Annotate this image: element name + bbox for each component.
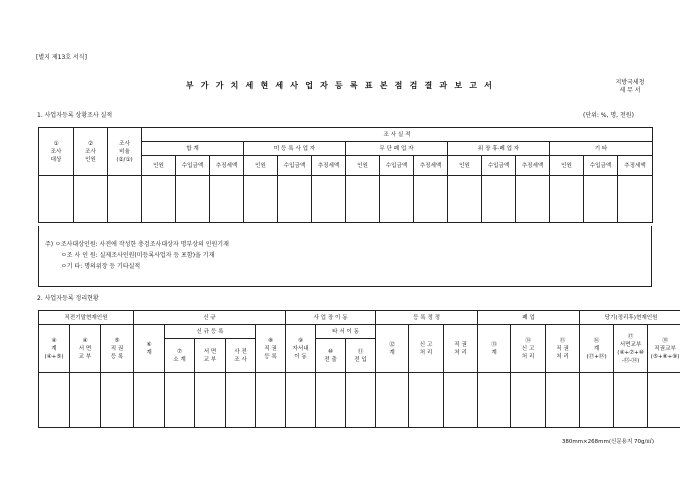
data-cell[interactable] bbox=[70, 373, 101, 428]
data-cell[interactable] bbox=[278, 176, 312, 223]
col-correction-total: ⑫ 계 bbox=[376, 325, 409, 373]
data-cell[interactable] bbox=[286, 373, 316, 428]
col-survey-staff: ② 조사 인원 bbox=[74, 128, 108, 176]
data-cell[interactable] bbox=[448, 176, 482, 223]
col-new-subtotal: ⑦ 소 계 bbox=[165, 339, 195, 373]
subgroup-disguised-closure: 위 장 휴·폐 업 자 bbox=[448, 142, 550, 156]
col-correction-report: 신 고 처 리 bbox=[409, 325, 444, 373]
col-current-staff: ⑱ 직권교부 (⑤+⑧+⑨) bbox=[648, 325, 680, 373]
subcol-tax: 추징세액 bbox=[210, 156, 244, 176]
unit-label: (단위: %, 명, 천원) bbox=[583, 112, 634, 119]
data-cell[interactable] bbox=[195, 373, 226, 428]
header-external-move: 타 서 이 동 bbox=[316, 325, 376, 339]
col-staff-registered: ⑤ 직 권 등 록 bbox=[101, 325, 134, 373]
data-cell[interactable] bbox=[108, 176, 142, 223]
col-doc-issued: ④ 서 면 교 부 bbox=[70, 325, 101, 373]
note-line: ㅇ조 사 인 원: 실제조사인원(미등록사업자 등 포함)을 기재 bbox=[61, 252, 215, 259]
data-cell[interactable] bbox=[346, 176, 380, 223]
col-new-pre-survey: 사 전 조 사 bbox=[226, 339, 256, 373]
tax-office: 세 무 서 bbox=[619, 87, 641, 94]
notes bbox=[45, 239, 229, 272]
data-cell[interactable] bbox=[409, 373, 444, 428]
subcol-count: 인원 bbox=[448, 156, 482, 176]
data-cell[interactable] bbox=[176, 176, 210, 223]
note-line: 주) ㅇ조사대상인원: 사전에 작성한 충검조사대상자 명부상의 인원기재 bbox=[45, 241, 229, 248]
data-cell[interactable] bbox=[478, 373, 511, 428]
issuing-office bbox=[608, 79, 652, 95]
subcol-count: 인원 bbox=[244, 156, 278, 176]
subgroup-total: 합 계 bbox=[142, 142, 244, 156]
data-cell[interactable] bbox=[584, 176, 618, 223]
subcol-count: 인원 bbox=[346, 156, 380, 176]
subcol-revenue: 수입금액 bbox=[482, 156, 516, 176]
data-cell[interactable] bbox=[380, 176, 414, 223]
data-cell[interactable] bbox=[101, 373, 134, 428]
data-cell[interactable] bbox=[648, 373, 680, 428]
header-new-registration: 신 규 등 록 bbox=[165, 325, 256, 339]
data-cell[interactable] bbox=[39, 373, 70, 428]
data-cell[interactable] bbox=[39, 176, 74, 223]
col-closure-staff: ⑮ 직 권 처 리 bbox=[546, 325, 580, 373]
form-number: [별지 제13호 서식] bbox=[36, 54, 87, 61]
col-closure-report: ⑭ 신 고 처 리 bbox=[511, 325, 546, 373]
data-cell[interactable] bbox=[346, 373, 376, 428]
data-cell[interactable] bbox=[482, 176, 516, 223]
document-title: 부 가 가 치 세 현 세 사 업 자 등 록 표 본 점 검 결 과 보 고 서 bbox=[185, 81, 495, 90]
note-line: ㅇ기 타: 명의위장 등 기타실적 bbox=[61, 263, 141, 270]
data-cell[interactable] bbox=[580, 373, 614, 428]
inspection-results-table bbox=[38, 127, 653, 223]
data-cell[interactable] bbox=[444, 373, 478, 428]
col-new-total: ⑥ 계 bbox=[134, 325, 165, 373]
subgroup-other: 기 타 bbox=[550, 142, 653, 156]
subcol-count: 인원 bbox=[142, 156, 176, 176]
subcol-revenue: 수입금액 bbox=[176, 156, 210, 176]
subcol-count: 인원 bbox=[550, 156, 584, 176]
col-survey-ratio: 조사 비율 (②/①) bbox=[108, 128, 142, 176]
col-move-in: ⑪ 전 입 bbox=[346, 339, 376, 373]
data-cell[interactable] bbox=[414, 176, 448, 223]
col-closure-total: ⑬ 계 bbox=[478, 325, 511, 373]
header-closure: 폐 업 bbox=[478, 311, 580, 325]
data-cell[interactable] bbox=[226, 373, 256, 428]
data-cell[interactable] bbox=[316, 373, 346, 428]
col-total-prior: ④ 계 (④+⑤) bbox=[39, 325, 70, 373]
subcol-tax: 추징세액 bbox=[414, 156, 448, 176]
data-cell[interactable] bbox=[550, 176, 584, 223]
header-new: 신 규 bbox=[134, 311, 286, 325]
data-cell[interactable] bbox=[614, 373, 648, 428]
data-cell[interactable] bbox=[210, 176, 244, 223]
survey-results-header: 조 사 실 적 bbox=[142, 128, 653, 142]
col-internal-move: ⑨ 자서내 이 동 bbox=[286, 325, 316, 373]
registration-status-table bbox=[38, 310, 680, 428]
data-cell[interactable] bbox=[376, 373, 409, 428]
data-cell[interactable] bbox=[142, 176, 176, 223]
header-correction: 등 록 정 정 bbox=[376, 311, 478, 325]
col-correction-staff: 직 권 처 리 bbox=[444, 325, 478, 373]
subcol-tax: 추징세액 bbox=[618, 156, 653, 176]
data-cell[interactable] bbox=[74, 176, 108, 223]
subcol-revenue: 수입금액 bbox=[278, 156, 312, 176]
col-current-total: ⑯ 계 (⑰+⑱) bbox=[580, 325, 614, 373]
subcol-tax: 추징세액 bbox=[312, 156, 346, 176]
col-current-doc: ⑰ 서면교부 (④+⑦+⑩ -⑬-⑭) bbox=[614, 325, 648, 373]
header-prior-count: 직전기말현재인원 bbox=[39, 311, 134, 325]
section2-heading: 2. 사업자등록 정리현황 bbox=[37, 295, 99, 302]
data-cell[interactable] bbox=[546, 373, 580, 428]
paper-spec: 380mm×268mm(신문용지 70g/㎡) bbox=[561, 439, 654, 445]
data-cell[interactable] bbox=[511, 373, 546, 428]
subgroup-unregistered: 미 등 록 사 업 자 bbox=[244, 142, 346, 156]
regional-office: 지방국세청 bbox=[615, 79, 645, 86]
data-cell[interactable] bbox=[134, 373, 165, 428]
col-new-staff: ⑧ 직 권 등 록 bbox=[256, 325, 286, 373]
subcol-revenue: 수입금액 bbox=[584, 156, 618, 176]
data-cell[interactable] bbox=[244, 176, 278, 223]
subgroup-unauthorized-closure: 무 단 폐 업 자 bbox=[346, 142, 448, 156]
subcol-revenue: 수입금액 bbox=[380, 156, 414, 176]
data-cell[interactable] bbox=[165, 373, 195, 428]
data-cell[interactable] bbox=[618, 176, 653, 223]
col-new-doc: 서 면 교 부 bbox=[195, 339, 226, 373]
header-relocation: 사 업 장 이 동 bbox=[286, 311, 376, 325]
data-cell[interactable] bbox=[256, 373, 286, 428]
col-move-out: ⑩ 전 출 bbox=[316, 339, 346, 373]
section1-heading: 1. 사업자등록 상황조사 실적 bbox=[37, 112, 113, 119]
data-cell[interactable] bbox=[312, 176, 346, 223]
col-survey-target: ① 조사 대상 bbox=[39, 128, 74, 176]
header-current-count: 당기(정리후)현재인원 bbox=[580, 311, 680, 325]
subcol-tax: 추징세액 bbox=[516, 156, 550, 176]
data-cell[interactable] bbox=[516, 176, 550, 223]
